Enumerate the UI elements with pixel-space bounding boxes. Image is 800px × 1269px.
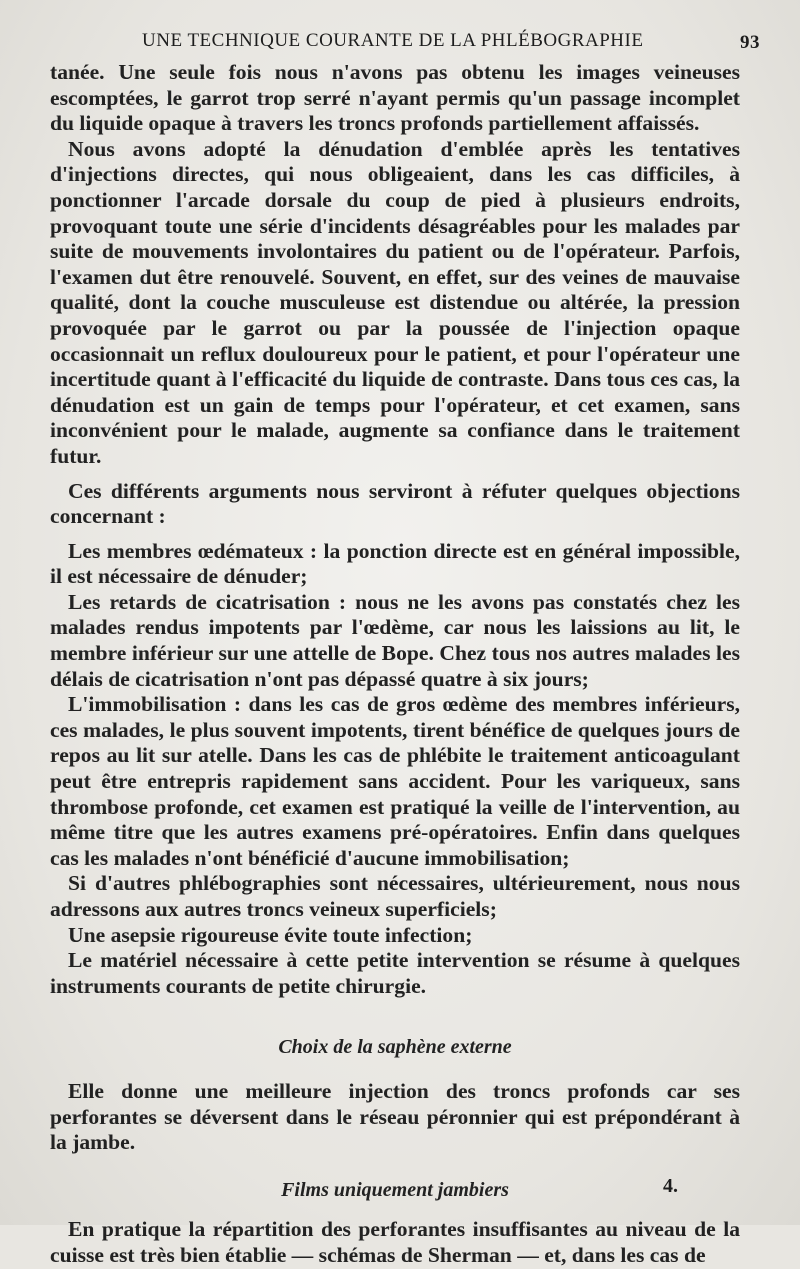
body-text [50, 60, 740, 1269]
paragraph: Si d'autres phlébographies sont nécessaires, ultérieurement, nous nous adressons aux autres troncs veineux superficiels; [50, 871, 740, 921]
paragraph: Les membres œdémateux : la ponction directe est en général impossible, il est nécessaire de dénuder; [50, 538, 740, 589]
page-header [50, 26, 760, 60]
running-title: UNE TECHNIQUE COURANTE DE LA PHLÉBOGRAPHIE [142, 30, 644, 51]
section-heading: Films uniquement jambiers [281, 1178, 509, 1201]
paragraph: Les retards de cicatrisation : nous ne les avons pas constatés chez les malades rendus impotents par l'œdème, car nous les laissions au lit, le membre inférieur sur une attelle de Bope. Chez tous nos autres malades les délais de cicatrisation n'ont pas dépassé quatre à six jours; [50, 589, 740, 691]
paragraph: Une asepsie rigoureuse évite toute infection; [68, 922, 473, 947]
paragraph: L'immobilisation : dans les cas de gros œdème des membres inférieurs, ces malades, le plus souvent impotents, tirent bénéfice de quelques jours de repos au lit sur atelle. Dans les cas de phlébite le traitement anticoagulant peut être entrepris rapidement sans accident. Pour les variqueux, sans thrombose profonde, cet examen est pratiqué la veille de l'intervention, au même titre que les autres examens pré-opératoires. Enfin dans quelques cas les malades n'ont bénéficié d'aucune immobilisation; [50, 692, 740, 870]
paragraph: tanée. Une seule fois nous n'avons pas obtenu les images veineuses escomptées, le garrot trop serré n'ayant permis qu'un passage incomplet du liquide opaque à travers les troncs profonds partiellement affaissés. [50, 60, 740, 136]
section-heading: Choix de la saphène externe [278, 1036, 512, 1059]
page-number: 93 [740, 32, 760, 53]
paragraph: En pratique la répartition des perforantes insuffisantes au niveau de la cuisse est très bien établie — schémas de Sherman — et, dans les cas de [50, 1217, 740, 1267]
paragraph: Le matériel nécessaire à cette petite intervention se résume à quelques instruments courants de petite chirurgie. [50, 948, 740, 998]
paragraph: Ces différents arguments nous serviront à réfuter quelques objections concernant : [50, 478, 740, 529]
signature-mark: 4. [663, 1175, 678, 1197]
paragraph: Elle donne une meilleure injection des troncs profonds car ses perforantes se déversent dans le réseau péronnier qui est prépondérant à la jambe. [50, 1078, 740, 1155]
paragraph: Nous avons adopté la dénudation d'emblée après les tentatives d'injections directes, qui nous obligeaient, dans les cas difficiles, à ponctionner l'arcade dorsale du coup de pied à plusieurs endroits, provoquant toute une série d'incidents désagréables pour les malades par suite de mouvements involontaires du patient ou de l'opérateur. Parfois, l'examen dut être renouvelé. Souvent, en effet, sur des veines de mauvaise qualité, dont la couche musculeuse est distendue ou altérée, la pression provoquée par le garrot ou par la poussée de l'injection opaque occasionnait un reflux douloureux pour le patient, et pour l'opérateur une incertitude quant à l'efficacité du liquide de contraste. Dans tous ces cas, la dénudation est un gain de temps pour l'opérateur, et cet examen, sans inconvénient pour le malade, augmente sa confiance dans le traitement futur. [50, 136, 740, 468]
